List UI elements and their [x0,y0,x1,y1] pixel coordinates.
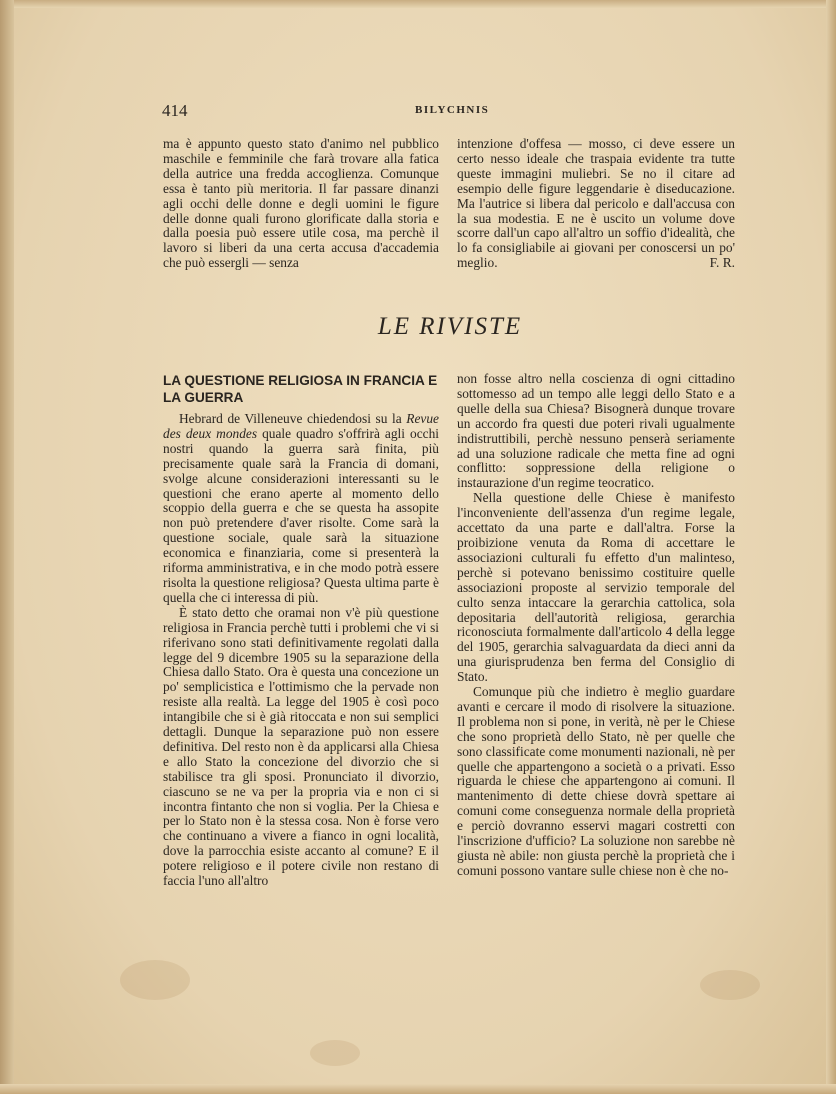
paper-stain [310,1040,360,1066]
paragraph-text: intenzione d'offesa — mosso, ci deve essere un certo nesso ideale che traspaia evidente tra tutte queste immagini muliebri. Se no il citare ad esempio delle figure leggendarie è diseducazione. Ma l'autrice si libera dal pericolo e dall'accusa con la sua modestia. E ne è uscito un volume dove scorre dall'un capo all'altro un soffio d'idealità, che lo fa consigliabile ai giovani per conoscersi un po' meglio. [457,136,735,271]
author-signature: F. R. [709,255,735,271]
paragraph [163,412,439,606]
page-right-edge [826,0,836,1094]
paragraph: Comunque più che indietro è meglio guardare avanti e cercare il modo di risolvere la situazione. Il problema non si pone, in verità, nè per le Chiese che sono proprietà dello Stato, nè per quelle che sono classificate come monumenti nazionali, nè per quelle che appartengono a società o a privati. Esso riguarda le chiese che appartengono ai comuni. Il mantenimento di dette chiese dovrà spettare ai comuni come conseguenza normale della proprietà e perciò dovranno esservi magari costretti con l'inscrizione d'ufficio? La soluzione non sarebbe nè giusta nè abile: non giusta perchè la proprietà che i comuni possono vantare sulle chiese non è che no- [457,684,735,878]
page-bottom-edge [0,1084,836,1094]
paragraph-text: Hebrard de Villeneuve chiedendosi su la [179,411,407,426]
top-left-column [163,137,439,271]
page-number: 414 [162,101,188,120]
page-top-edge [0,0,836,8]
top-right-column [457,137,735,271]
paragraph: Nella questione delle Chiese è manifesto l'inconveniente dell'assenza d'un regime legale, accettato da una parte e dall'altra. Forse la proibizione venuta da Roma di accettare le associazioni culturali fu effetto d'un malinteso, perchè si potevano benissimo costituire quelle associazioni proposte al servizio temporale del culto senza intaccare la gerarchia cattolica, sola depositaria dell'autorità religiosa, gerarchia riconosciuta formalmente dall'articolo 4 della legge del 1905, gerarchia salvaguardata da dieci anni da una giurisprudenza ben ferma del Consiglio di Stato. [457,490,735,685]
article-right-column [457,372,735,879]
paragraph-text: quale quadro s'offrirà agli occhi nostri quando la guerra sarà finita, più precisamente quale sarà la Francia di domani, svolge alcune considerazioni interessanti su le questioni che erano aperte al momento dello scoppio della guerra e che se questa ha assopite non può pretendere d'aver risolte. Come sarà la questione sociale, quale sarà la situazione economica e finanziaria, come si presenterà la riforma amministrativa, e in che modo potrà essere risolta la questione religiosa? Questa ultima parte è quella che ci interessa di più. [163,425,440,605]
journal-title: Revue des deux mondes [163,411,439,441]
paper-stain [120,960,190,1000]
paper-stain [700,970,760,1000]
running-title: BILYCHNIS [415,104,490,116]
paragraph: non fosse altro nella coscienza di ogni cittadino sottomesso ad un tempo alle leggi dello Stato e a quelle della sua Chiesa? Bisognerà dunque trovare un accordo fra questi due poteri rivali ugualmente indistruttibili, perchè nessuno penserà seriamente ad una soluzione radicale che metta fine ad ogni conflitto: soppressione della religione o instaurazione d'un regime teocratico. [457,371,735,491]
paragraph: ma è appunto questo stato d'animo nel pubblico maschile e femminile che farà trovare alla fatica della autrice una fredda accoglienza. Comunque essa è tanto più meritoria. Il far passare dinanzi agli occhi delle donne e degli uomini le figure delle donne quali furono glorificate dalla storia e dalla poesia può essere utile cosa, ma perchè il lavoro si liberi da una certa accusa d'accademia che può essergli — senza [163,136,439,271]
paragraph: È stato detto che oramai non v'è più questione religiosa in Francia perchè tutti i problemi che vi si riferivano sono stati definitivamente regolati dalla legge del 9 dicembre 1905 su la separazione della Chiesa dallo Stato. Ora è questa una concezione un po' semplicistica e l'ottimismo che la pervade non resiste alla realtà. La legge del 1905 è così poco intangibile che si è già ritoccata e non sui semplici dettagli. Dunque la separazione può non essere definitiva. Del resto non è da applicarsi alla Chiesa e allo Stato la concezione del divorzio che si stabilisce tra gli sposi. Pronunciato il divorzio, ciascuno se ne va per la propria via e non ci si incontra fintanto che non si voglia. Per la Chiesa e per lo Stato non è la stessa cosa. Non è forse vero che continuano a vivere a fianco in ogni località, dove la parrocchia esiste accanto al comune? E il potere religioso e il potere civile non restano di faccia l'uno all'altro [163,604,439,889]
article-left-column [163,372,439,889]
section-title: LE RIVISTE [377,313,523,340]
article-title: LA QUESTIONE RELIGIOSA IN FRANCIA E LA GUERRA [163,373,438,405]
page-left-edge [0,0,14,1094]
paragraph [457,137,735,271]
